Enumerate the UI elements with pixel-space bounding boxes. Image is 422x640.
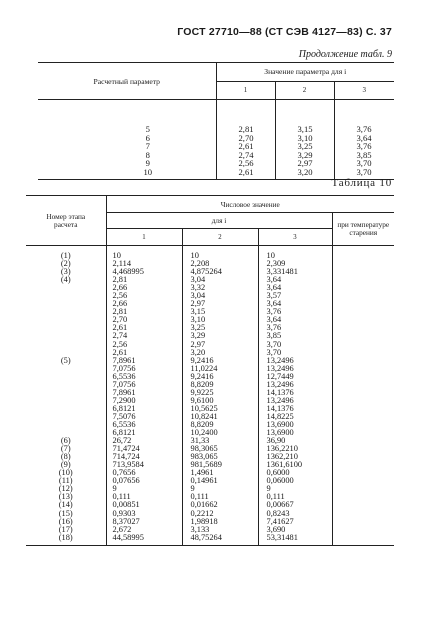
table-9 xyxy=(38,62,394,180)
numeric-value: 0,9303 xyxy=(112,508,136,518)
table-row xyxy=(38,134,394,143)
numeric-value: 3,76 xyxy=(258,324,332,332)
numeric-value: 4,875264 xyxy=(182,268,258,276)
numeric-value: 7,5076 xyxy=(112,411,136,421)
numeric-value: 8,37027 xyxy=(112,516,140,526)
table10-temp-header xyxy=(332,213,394,246)
numeric-value: 981,5689 xyxy=(182,461,258,469)
aging-temperature-value xyxy=(332,501,394,509)
numeric-value: 3,10 xyxy=(182,316,258,324)
numeric-value: 11,0224 xyxy=(182,365,258,373)
numeric-value: 3,690 xyxy=(258,526,332,534)
aging-temperature-value xyxy=(332,252,394,260)
table-10 xyxy=(26,195,394,546)
numeric-value: 7,0756 xyxy=(112,363,136,373)
aging-temperature-value xyxy=(332,445,394,453)
numeric-value: 713,9584 xyxy=(112,460,144,470)
stage-number xyxy=(26,300,106,308)
param-value: 2,56 xyxy=(238,158,254,169)
param-value: 2,97 xyxy=(275,159,334,168)
stage-number: (18) xyxy=(26,534,106,542)
param-value: 2,74 xyxy=(238,149,254,160)
numeric-value: 9 xyxy=(182,485,258,493)
aging-temperature-value xyxy=(332,510,394,518)
aging-temperature-value xyxy=(332,397,394,405)
numeric-value: 136,2210 xyxy=(258,445,332,453)
table10-subheader: 3 xyxy=(258,229,332,246)
numeric-value: 3,15 xyxy=(182,308,258,316)
numeric-value: 3,85 xyxy=(258,332,332,340)
stage-number: (8) xyxy=(26,453,106,461)
param-value: 3,10 xyxy=(275,134,334,143)
numeric-value: 2,66 xyxy=(112,299,128,309)
numeric-value: 6,8121 xyxy=(112,403,136,413)
numeric-value: 10 xyxy=(258,252,332,260)
page-header: ГОСТ 27710—88 (СТ СЭВ 4127—83) С. 37 xyxy=(177,26,392,38)
numeric-value: 7,41627 xyxy=(258,518,332,526)
param-number: 9 xyxy=(38,159,216,168)
param-number: 7 xyxy=(38,142,216,151)
numeric-value: 3,76 xyxy=(258,308,332,316)
aging-temperature-value xyxy=(332,429,394,437)
stage-number xyxy=(26,405,106,413)
table10-numeric-header: Числовое значение xyxy=(106,196,394,213)
table10-stage-header-line1: Номер этапа xyxy=(46,211,86,221)
aging-temperature-value xyxy=(332,469,394,477)
aging-temperature-value xyxy=(332,477,394,485)
aging-temperature-value xyxy=(332,373,394,381)
numeric-value: 714,724 xyxy=(112,452,140,462)
param-value: 2,61 xyxy=(238,141,254,152)
aging-temperature-value xyxy=(332,316,394,324)
aging-temperature-value xyxy=(332,308,394,316)
table10-subheader: 2 xyxy=(182,229,258,246)
numeric-value: 3,04 xyxy=(182,292,258,300)
numeric-value: 9,6100 xyxy=(182,397,258,405)
numeric-value: 9,9225 xyxy=(182,389,258,397)
stage-number xyxy=(26,292,106,300)
aging-temperature-value xyxy=(332,260,394,268)
numeric-value: 14,1376 xyxy=(258,405,332,413)
stage-number: (16) xyxy=(26,518,106,526)
numeric-value: 2,81 xyxy=(112,307,128,317)
stage-number xyxy=(26,373,106,381)
param-value: 3,25 xyxy=(275,142,334,151)
stage-number xyxy=(26,316,106,324)
table9-values-header: Значение параметра для i xyxy=(216,63,394,82)
numeric-value: 2,309 xyxy=(258,260,332,268)
aging-temperature-value xyxy=(332,341,394,349)
numeric-value: 10,8241 xyxy=(182,413,258,421)
table-row xyxy=(26,341,394,349)
numeric-value: 13,6900 xyxy=(258,421,332,429)
numeric-value: 1,98918 xyxy=(182,518,258,526)
param-value: 3,76 xyxy=(334,125,394,134)
aging-temperature-value xyxy=(332,284,394,292)
param-value: 3,85 xyxy=(334,151,394,160)
param-number: 6 xyxy=(38,134,216,143)
table10-subheader: 1 xyxy=(106,229,182,246)
aging-temperature-value xyxy=(332,300,394,308)
numeric-value: 7,0756 xyxy=(112,379,136,389)
table-row xyxy=(26,292,394,300)
stage-number xyxy=(26,421,106,429)
param-value: 3,64 xyxy=(334,134,394,143)
numeric-value: 2,66 xyxy=(112,283,128,293)
stage-number: (7) xyxy=(26,445,106,453)
stage-number: (12) xyxy=(26,485,106,493)
stage-number xyxy=(26,341,106,349)
numeric-value: 3,04 xyxy=(182,276,258,284)
numeric-value: 2,61 xyxy=(112,323,128,333)
aging-temperature-value xyxy=(332,268,394,276)
numeric-value: 0,07656 xyxy=(112,476,140,486)
aging-temperature-value xyxy=(332,437,394,445)
stage-number xyxy=(26,381,106,389)
numeric-value: 983,065 xyxy=(182,453,258,461)
table-row xyxy=(26,477,394,485)
stage-number: (9) xyxy=(26,461,106,469)
numeric-value: 1,4961 xyxy=(182,469,258,477)
table10-stage-header xyxy=(26,196,106,246)
aging-temperature-value xyxy=(332,526,394,534)
table-row xyxy=(38,159,394,168)
table-row xyxy=(26,324,394,332)
aging-temperature-value xyxy=(332,389,394,397)
stage-number: (13) xyxy=(26,493,106,501)
table-row xyxy=(26,485,394,493)
param-value: 2,61 xyxy=(216,168,275,179)
stage-number: (15) xyxy=(26,510,106,518)
table-row xyxy=(26,308,394,316)
stage-number xyxy=(26,389,106,397)
param-value: 3,76 xyxy=(334,142,394,151)
numeric-value: 3,25 xyxy=(182,324,258,332)
numeric-value: 10,5625 xyxy=(182,405,258,413)
table10-temp-header-line1: при температуре xyxy=(337,220,390,229)
numeric-value: 13,2496 xyxy=(258,365,332,373)
numeric-value: 3,32 xyxy=(182,284,258,292)
numeric-value: 2,97 xyxy=(182,341,258,349)
numeric-value: 0,7656 xyxy=(112,468,136,478)
table-row xyxy=(26,300,394,308)
numeric-value: 10,2400 xyxy=(182,429,258,437)
table-row xyxy=(26,534,394,542)
numeric-value: 26,72 xyxy=(112,436,132,446)
table-row xyxy=(26,276,394,284)
numeric-value: 3,64 xyxy=(258,316,332,324)
table-row xyxy=(38,151,394,160)
numeric-value: 14,8225 xyxy=(258,413,332,421)
numeric-value: 0,00851 xyxy=(112,500,140,510)
numeric-value: 3,133 xyxy=(182,526,258,534)
numeric-value: 3,331481 xyxy=(258,268,332,276)
numeric-value: 2,114 xyxy=(112,259,132,269)
aging-temperature-value xyxy=(332,324,394,332)
table-row xyxy=(26,268,394,276)
param-number: 5 xyxy=(38,125,216,134)
numeric-value: 6,5536 xyxy=(112,419,136,429)
numeric-value: 0,111 xyxy=(182,493,258,501)
aging-temperature-value xyxy=(332,365,394,373)
numeric-value: 13,6900 xyxy=(258,429,332,437)
aging-temperature-value xyxy=(332,405,394,413)
stage-number: (11) xyxy=(26,477,106,485)
aging-temperature-value xyxy=(332,413,394,421)
aging-temperature-value xyxy=(332,493,394,501)
numeric-value: 9 xyxy=(258,485,332,493)
table10-for-i-header: для i xyxy=(106,213,332,229)
numeric-value: 48,75264 xyxy=(182,534,258,542)
numeric-value: 3,57 xyxy=(258,292,332,300)
table-row xyxy=(26,316,394,324)
stage-number: (14) xyxy=(26,501,106,509)
table9-subheader: 1 xyxy=(243,86,248,95)
table-row xyxy=(26,332,394,340)
table-spacer xyxy=(38,100,394,126)
numeric-value: 2,97 xyxy=(182,300,258,308)
numeric-value: 7,2900 xyxy=(112,395,136,405)
numeric-value: 36,90 xyxy=(258,437,332,445)
stage-number: (17) xyxy=(26,526,106,534)
numeric-value: 6,8121 xyxy=(112,428,136,438)
numeric-value: 1362,210 xyxy=(258,453,332,461)
table-spacer xyxy=(26,542,394,546)
numeric-value: 7,8961 xyxy=(112,387,136,397)
aging-temperature-value xyxy=(332,453,394,461)
numeric-value: 13,2496 xyxy=(258,397,332,405)
numeric-value: 3,64 xyxy=(258,276,332,284)
table10-stage-header-line2: расчета xyxy=(54,219,78,229)
numeric-value: 3,20 xyxy=(182,349,258,357)
table9-subheader: 2 xyxy=(275,81,334,100)
table9-continuation-label: Продолжение табл. 9 xyxy=(298,49,392,60)
param-value: 2,70 xyxy=(238,132,254,143)
numeric-value: 10 xyxy=(182,252,258,260)
table-row xyxy=(26,518,394,526)
numeric-value: 2,672 xyxy=(112,524,132,534)
numeric-value: 9,2416 xyxy=(182,357,258,365)
aging-temperature-value xyxy=(332,518,394,526)
param-value: 3,70 xyxy=(334,159,394,168)
stage-number: (4) xyxy=(26,276,106,284)
stage-number: (1) xyxy=(26,252,106,260)
numeric-value: 2,208 xyxy=(182,260,258,268)
numeric-value: 44,58995 xyxy=(112,532,144,542)
table10-title: Таблица 10 xyxy=(331,177,392,189)
numeric-value: 3,64 xyxy=(258,300,332,308)
numeric-value: 13,2496 xyxy=(258,357,332,365)
param-value: 3,29 xyxy=(275,151,334,160)
param-value: 3,20 xyxy=(275,168,334,179)
aging-temperature-value xyxy=(332,381,394,389)
aging-temperature-value xyxy=(332,349,394,357)
numeric-value: 71,4724 xyxy=(112,444,140,454)
param-value: 2,81 xyxy=(238,124,254,134)
numeric-value: 0,00667 xyxy=(258,501,332,509)
stage-number xyxy=(26,397,106,405)
aging-temperature-value xyxy=(332,292,394,300)
aging-temperature-value xyxy=(332,421,394,429)
numeric-value: 13,2496 xyxy=(258,381,332,389)
table-row xyxy=(26,252,394,260)
numeric-value: 0,06000 xyxy=(258,477,332,485)
numeric-value: 53,31481 xyxy=(258,534,332,542)
param-value: 3,15 xyxy=(275,125,334,134)
numeric-value: 10 xyxy=(112,251,121,260)
numeric-value: 9,2416 xyxy=(182,373,258,381)
param-number: 10 xyxy=(38,168,216,179)
table-row xyxy=(38,125,394,134)
stage-number xyxy=(26,332,106,340)
numeric-value: 0,111 xyxy=(112,492,131,502)
numeric-value: 0,6000 xyxy=(258,469,332,477)
numeric-value: 8,8209 xyxy=(182,381,258,389)
numeric-value: 31,33 xyxy=(182,437,258,445)
numeric-value: 2,70 xyxy=(112,315,128,325)
table10-temp-header-line2: старения xyxy=(349,228,378,237)
numeric-value: 0,2212 xyxy=(182,510,258,518)
numeric-value: 3,64 xyxy=(258,284,332,292)
stage-number xyxy=(26,413,106,421)
stage-number: (6) xyxy=(26,437,106,445)
numeric-value: 3,29 xyxy=(182,332,258,340)
numeric-value: 98,3065 xyxy=(182,445,258,453)
numeric-value: 2,56 xyxy=(112,339,128,349)
aging-temperature-value xyxy=(332,485,394,493)
numeric-value: 1361,6100 xyxy=(258,461,332,469)
table-row xyxy=(26,429,394,437)
numeric-value: 0,8243 xyxy=(258,510,332,518)
stage-number xyxy=(26,324,106,332)
stage-number: (3) xyxy=(26,268,106,276)
table-row xyxy=(26,284,394,292)
numeric-value: 8,8209 xyxy=(182,421,258,429)
aging-temperature-value xyxy=(332,332,394,340)
numeric-value: 2,81 xyxy=(112,275,128,285)
numeric-value: 3,70 xyxy=(258,341,332,349)
stage-number: (10) xyxy=(26,469,106,477)
numeric-value: 9 xyxy=(112,484,117,494)
stage-number: (5) xyxy=(26,357,106,365)
numeric-value: 0,01662 xyxy=(182,501,258,509)
table-row xyxy=(38,142,394,151)
numeric-value: 14,1376 xyxy=(258,389,332,397)
aging-temperature-value xyxy=(332,357,394,365)
numeric-value: 3,70 xyxy=(258,349,332,357)
numeric-value: 7,8961 xyxy=(112,355,136,365)
stage-number xyxy=(26,308,106,316)
aging-temperature-value xyxy=(332,534,394,542)
stage-number xyxy=(26,284,106,292)
numeric-value: 2,74 xyxy=(112,331,128,341)
numeric-value: 2,61 xyxy=(112,347,128,357)
table9-param-header: Расчетный параметр xyxy=(38,63,216,100)
param-value: 3,70 xyxy=(334,168,394,179)
param-number: 8 xyxy=(38,151,216,160)
numeric-value: 12,7449 xyxy=(258,373,332,381)
numeric-value: 2,56 xyxy=(112,291,128,301)
stage-number xyxy=(26,365,106,373)
aging-temperature-value xyxy=(332,276,394,284)
aging-temperature-value xyxy=(332,461,394,469)
numeric-value: 0,111 xyxy=(258,493,332,501)
stage-number: (2) xyxy=(26,260,106,268)
numeric-value: 0,14961 xyxy=(182,477,258,485)
table9-subheader: 3 xyxy=(334,81,394,100)
numeric-value: 6,5536 xyxy=(112,371,136,381)
numeric-value: 4,468995 xyxy=(112,267,144,277)
